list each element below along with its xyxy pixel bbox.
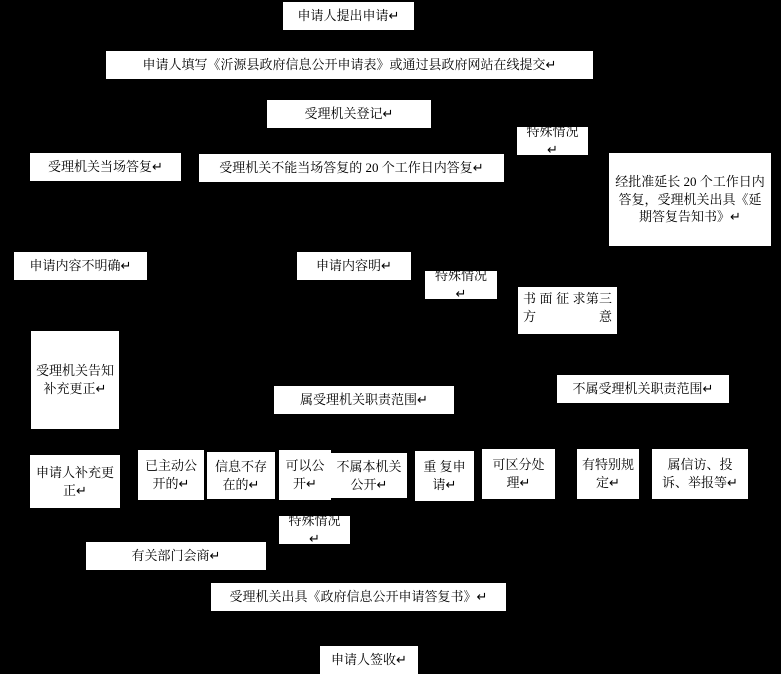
flow-node-label: 不属受理机关职责范围↵ <box>572 381 714 397</box>
flow-node-consult-relevant-departments <box>86 542 266 570</box>
flow-node-application-content-clear <box>297 252 411 280</box>
flow-node-agency-registers <box>267 100 431 128</box>
flow-node-agency-notifies-supplement-correction <box>31 331 119 429</box>
flow-node-answer-within-20-workdays <box>199 154 504 182</box>
flow-node-can-be-separately-handled <box>482 449 555 499</box>
flow-node-applicant-signs-receipt <box>320 646 418 674</box>
flow-node-special-circumstance-1 <box>517 124 588 157</box>
flow-node-extension-notice <box>609 153 771 246</box>
flow-node-special-circumstance-3 <box>279 513 350 546</box>
flow-node-label: 受理机关不能当场答复的 20 个工作日内答复↵ <box>219 160 484 176</box>
flow-node-label: 不属本机关公开↵ <box>336 458 402 492</box>
flow-node-label: 书 面 征 求第三方意 <box>523 291 612 324</box>
flow-node-applicant-supplements-correction <box>30 455 120 508</box>
flow-node-label: 申请人填写《沂源县政府信息公开申请表》或通过县政府网站在线提交↵ <box>142 57 557 73</box>
flow-node-label: 受理机关当场答复↵ <box>48 159 163 175</box>
flow-node-label: 可以公开↵ <box>285 458 325 491</box>
flow-node-label: 申请人补充更正↵ <box>35 464 114 498</box>
flow-node-duplicate-application <box>415 451 474 501</box>
flow-node-label: 属信访、投诉、举报等↵ <box>662 457 738 490</box>
flow-node-special-circumstance-2 <box>425 268 497 301</box>
flow-node-within-agency-duty-scope <box>274 386 454 414</box>
flow-node-label: 有关部门会商↵ <box>131 548 221 564</box>
flow-node-label: 特殊情况↵ <box>288 513 341 546</box>
flow-node-label: 申请人提出申请↵ <box>297 8 400 24</box>
flow-node-label: 申请内容明↵ <box>316 258 392 274</box>
flow-node-information-not-exist <box>207 452 275 499</box>
flow-node-not-disclosed-by-this-agency <box>331 453 407 498</box>
flow-node-label: 受理机关出具《政府信息公开申请答复书》↵ <box>229 589 488 605</box>
flow-node-label: 属受理机关职责范围↵ <box>300 392 428 408</box>
flow-node-label: 信息不存在的↵ <box>214 458 267 492</box>
flow-node-has-special-regulations <box>577 449 639 499</box>
flow-node-belongs-to-petition-complaint-report <box>652 449 748 499</box>
flow-node-written-third-party-opinion <box>518 287 617 334</box>
flow-node-already-proactively-disclosed <box>138 450 204 500</box>
flow-node-agency-answers-on-site <box>30 153 181 181</box>
flow-node-application-content-unclear <box>14 252 147 280</box>
flow-node-can-be-disclosed <box>279 450 331 500</box>
flow-node-label: 申请内容不明确↵ <box>29 258 132 274</box>
flow-node-label: 特殊情况↵ <box>526 124 579 157</box>
flow-node-label: 受理机关告知补充更正↵ <box>36 363 115 396</box>
flow-node-label: 申请人签收↵ <box>331 652 407 668</box>
flow-node-outside-agency-duty-scope <box>557 375 729 403</box>
flow-node-label: 受理机关登记↵ <box>304 106 394 122</box>
flow-node-applicant-submits-application <box>283 2 414 30</box>
flow-node-label: 已主动公开的↵ <box>144 458 197 491</box>
flow-node-label: 可区分处理↵ <box>492 457 545 490</box>
flow-node-fill-application-form <box>106 51 593 79</box>
flow-node-label: 有特别规定↵ <box>582 457 635 490</box>
flow-node-label: 重 复申请↵ <box>423 459 466 492</box>
flow-node-label: 特殊情况↵ <box>434 268 487 301</box>
flow-node-agency-issues-reply-letter <box>211 583 506 611</box>
flow-node-label: 经批准延长 20 个工作日内答复，受理机关出具《延期答复告知书》↵ <box>615 174 765 225</box>
